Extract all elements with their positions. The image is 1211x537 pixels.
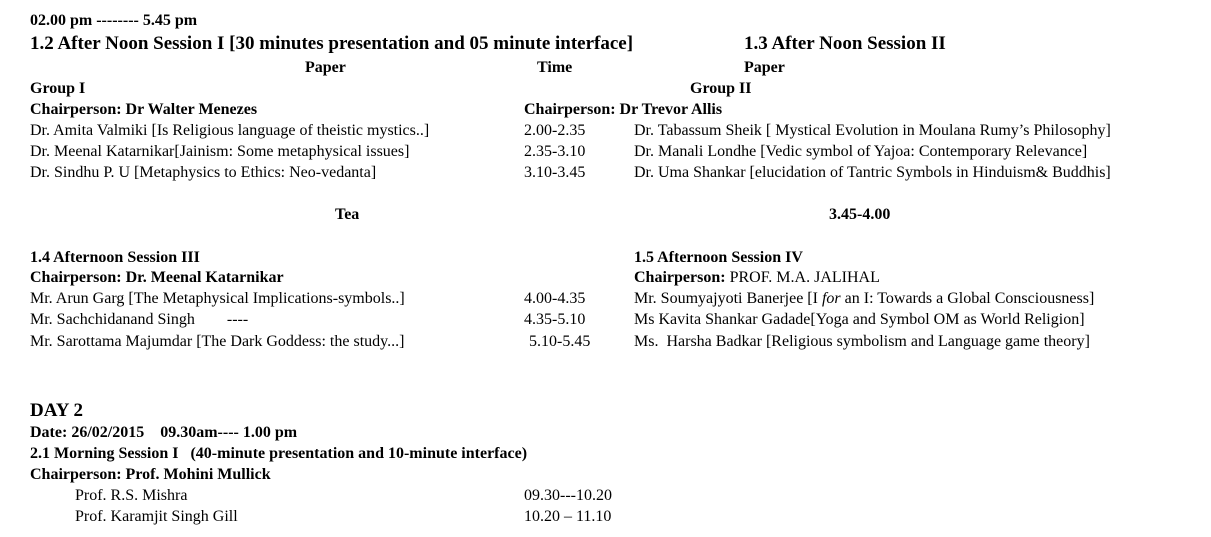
paper-left: Dr. Amita Valmiki [Is Religious language of theistic mystics..] — [30, 122, 430, 139]
session-12-title: 1.2 After Noon Session I [30 minutes presentation and 05 minute interface] — [30, 33, 634, 54]
paper-left: Dr. Sindhu P. U [Metaphysics to Ethics: Neo-vedanta] — [30, 164, 377, 181]
speaker-name: Prof. R.S. Mishra — [75, 487, 188, 504]
paper-left: Mr. Sachchidanand Singh ---- — [30, 311, 249, 328]
chairperson-15-prefix: Chairperson: — [634, 269, 730, 286]
session-15-title: 1.5 Afternoon Session IV — [634, 249, 803, 266]
session-time: 3.10-3.45 — [524, 164, 586, 181]
session-14-title: 1.4 Afternoon Session III — [30, 249, 200, 266]
paper-right: Dr. Tabassum Sheik [ Mystical Evolution in Moulana Rumy’s Philosophy] — [634, 122, 1111, 139]
group-1-label: Group I — [30, 80, 86, 97]
chairperson-14-prefix: Chairperson: — [30, 269, 126, 286]
paper-right-italic: for — [821, 290, 841, 307]
paper-right: Ms Kavita Shankar Gadade[Yoga and Symbol OM as World Religion] — [634, 311, 1085, 328]
session-time: 09.30---10.20 — [524, 487, 612, 504]
tea-label: Tea — [335, 206, 360, 223]
session-13-title: 1.3 After Noon Session II — [744, 33, 946, 54]
paper-left: Mr. Sarottama Majumdar [The Dark Goddess: the study...] — [30, 333, 405, 350]
day-2-date: Date: 26/02/2015 09.30am---- 1.00 pm — [30, 424, 298, 441]
paper-right-part: Mr. Soumyajyoti Banerjee [I — [634, 290, 822, 307]
session-time: 10.20 – 11.10 — [524, 508, 612, 525]
session-time: 2.35-3.10 — [524, 143, 586, 160]
paper-right — [634, 289, 1094, 309]
paper-left: Dr. Meenal Katarnikar[Jainism: Some metaphysical issues] — [30, 143, 410, 160]
session-time: 4.35-5.10 — [524, 311, 586, 328]
session-21-title: 2.1 Morning Session I (40-minute presentation and 10-minute interface) — [30, 445, 528, 462]
group-2-label: Group II — [690, 80, 752, 97]
paper-right-part: an I: Towards a Global Consciousness] — [840, 290, 1095, 307]
session-time: 2.00-2.35 — [524, 122, 586, 139]
session-time: 5.10-5.45 — [529, 333, 591, 350]
column-header-time: Time — [537, 59, 573, 76]
paper-right: Dr. Uma Shankar [elucidation of Tantric Symbols in Hinduism& Buddhis] — [634, 164, 1111, 181]
column-header-paper-right: Paper — [744, 59, 785, 76]
day-2-title: DAY 2 — [30, 400, 83, 421]
time-range: 02.00 pm -------- 5.45 pm — [30, 12, 198, 29]
chairperson-left: Chairperson: Dr Walter Menezes — [30, 101, 258, 118]
chairperson-15 — [634, 268, 880, 288]
paper-right: Ms. Harsha Badkar [Religious symbolism and Language game theory] — [634, 333, 1090, 350]
chairperson-15-name: PROF. M.A. JALIHAL — [729, 269, 880, 286]
chairperson-right: Chairperson: Dr Trevor Allis — [524, 101, 723, 118]
chairperson-14-name: Dr. Meenal Katarnikar — [125, 269, 284, 286]
session-time: 4.00-4.35 — [524, 290, 586, 307]
paper-right: Dr. Manali Londhe [Vedic symbol of Yajoa: Contemporary Relevance] — [634, 143, 1088, 160]
chairperson-14 — [30, 268, 284, 288]
speaker-name: Prof. Karamjit Singh Gill — [75, 508, 238, 525]
column-header-paper-left: Paper — [305, 59, 346, 76]
tea-time: 3.45-4.00 — [829, 206, 891, 223]
chairperson-21: Chairperson: Prof. Mohini Mullick — [30, 466, 271, 483]
paper-left: Mr. Arun Garg [The Metaphysical Implications-symbols..] — [30, 290, 405, 307]
